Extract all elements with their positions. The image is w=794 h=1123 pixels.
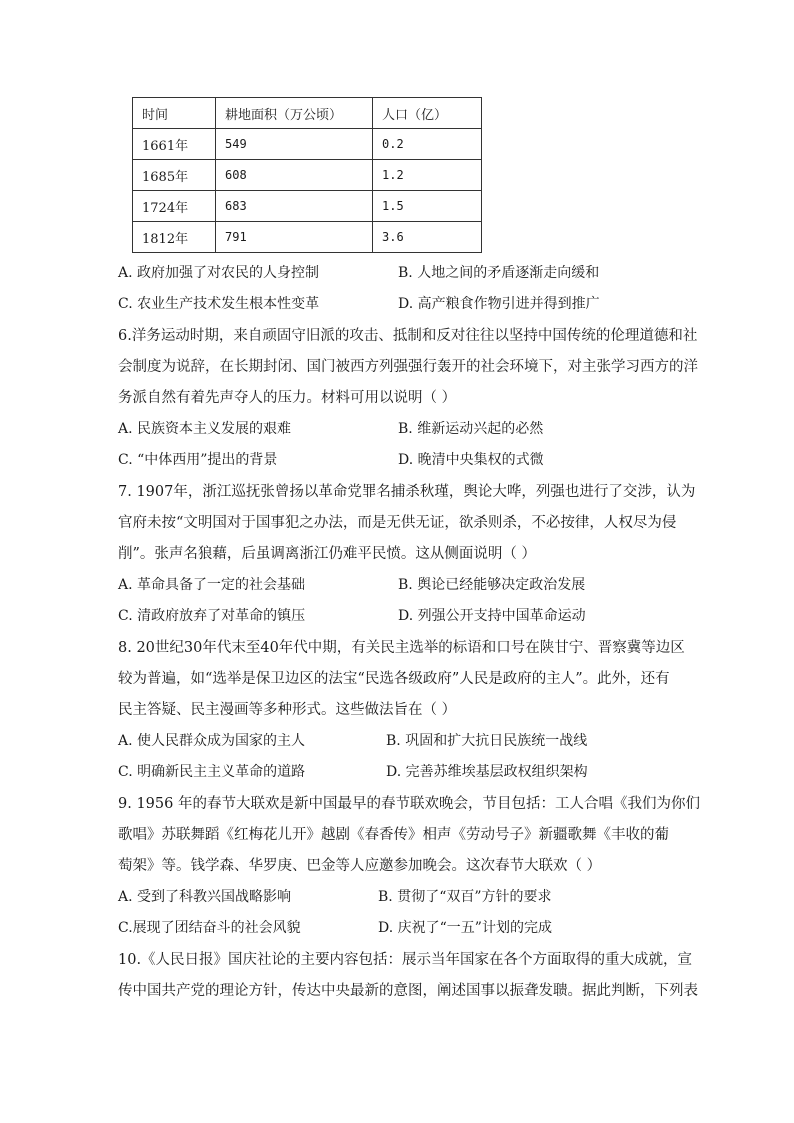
table-header-row <box>133 98 482 129</box>
q6-option-d: D. 晚清中央集权的式微 <box>398 452 544 468</box>
q10-stem-line: 传中国共产党的理论方针，传达中央最新的意图，阐述国事以振聋发聩。据此判断，下列表 <box>118 983 698 999</box>
q7-option-d: D. 列强公开支持中国革命运动 <box>398 608 586 624</box>
q7-option-b: B. 舆论已经能够决定政治发展 <box>398 577 586 593</box>
q6-option-c: C. “中体西用”提出的背景 <box>118 452 278 468</box>
header-cell-farmland: 耕地面积（万公顷） <box>216 98 373 129</box>
table-cell: 3.6 <box>373 222 482 253</box>
q8-stem-line: 民主答疑、民主漫画等多种形式。这些做法旨在（ ） <box>118 702 457 718</box>
table-cell: 683 <box>216 191 373 222</box>
q9-option-d: D. 庆祝了“一五”计划的完成 <box>378 920 552 936</box>
table-cell: 1.5 <box>373 191 482 222</box>
q6-option-a: A. 民族资本主义发展的艰难 <box>118 421 292 437</box>
q5-option-c: C. 农业生产技术发生根本性变革 <box>118 296 320 312</box>
q8-option-b: B. 巩固和扩大抗日民族统一战线 <box>386 733 588 749</box>
table-row <box>133 129 482 160</box>
q7-stem-line: 官府未按“文明国对于国事犯之办法，而是无供无证，欲杀则杀，不必按律，人权尽为侵 <box>118 515 677 531</box>
q9-stem-line: 歌唱》苏联舞蹈《红梅花儿开》越剧《春香传》相声《劳动号子》新疆歌舞《丰收的葡 <box>118 827 669 843</box>
table-cell: 791 <box>216 222 373 253</box>
q9-option-c: C.展现了团结奋斗的社会风貌 <box>118 920 301 936</box>
q7-option-c: C. 清政府放弃了对革命的镇压 <box>118 608 306 624</box>
q6-stem-line: 务派自然有着先声夺人的压力。材料可用以说明（ ） <box>118 390 457 406</box>
q5-option-d: D. 高产粮食作物引进并得到推广 <box>398 296 600 312</box>
table-cell: 1661年 <box>133 129 216 160</box>
q5-option-b: B. 人地之间的矛盾逐渐走向缓和 <box>398 265 600 281</box>
table-cell: 1724年 <box>133 191 216 222</box>
table-cell: 0.2 <box>373 129 482 160</box>
q9-option-b: B. 贯彻了“双百”方针的要求 <box>378 889 552 905</box>
table-cell: 1812年 <box>133 222 216 253</box>
data-table <box>132 97 482 253</box>
q8-option-a: A. 使人民群众成为国家的主人 <box>118 733 306 749</box>
table-cell: 1685年 <box>133 160 216 191</box>
q8-option-c: C. 明确新民主主义革命的道路 <box>118 764 306 780</box>
q6-option-b: B. 维新运动兴起的必然 <box>398 421 544 437</box>
header-cell-population: 人口（亿） <box>373 98 482 129</box>
q6-stem-line: 6.洋务运动时期，来自顽固守旧派的攻击、抵制和反对往往以坚持中国传统的伦理道德和社 <box>118 328 698 344</box>
header-cell-time: 时间 <box>133 98 216 129</box>
q9-stem-line: 9. 1956 年的春节大联欢是新中国最早的春节联欢晚会，节目包括：工人合唱《我们为你们 <box>118 796 700 812</box>
q7-option-a: A. 革命具备了一定的社会基础 <box>118 577 306 593</box>
table-row <box>133 222 482 253</box>
table-row <box>133 191 482 222</box>
q8-stem-line: 较为普遍，如“选举是保卫边区的法宝“民选各级政府”人民是政府的主人”。此外，还有 <box>118 671 670 687</box>
q10-stem-line: 10.《人民日报》国庆社论的主要内容包括：展示当年国家在各个方面取得的重大成就，宣 <box>118 952 693 968</box>
q6-stem-line: 会制度为说辞，在长期封闭、国门被西方列强强行轰开的社会环境下，对主张学习西方的洋 <box>118 359 698 375</box>
q7-stem-line: 削”。张声名狼藉，后虽调离浙江仍难平民愤。这从侧面说明（ ） <box>118 546 537 562</box>
table-cell: 1.2 <box>373 160 482 191</box>
q5-option-a: A. 政府加强了对农民的人身控制 <box>118 265 320 281</box>
table-row <box>133 160 482 191</box>
q8-stem-line: 8. 20世纪30年代末至40年代中期，有关民主选举的标语和口号在陕甘宁、晋察冀等边区 <box>118 640 685 656</box>
q9-stem-line: 萄架》等。钱学森、华罗庚、巴金等人应邀参加晚会。这次春节大联欢（ ） <box>118 858 602 874</box>
q8-option-d: D. 完善苏维埃基层政权组织架构 <box>386 764 588 780</box>
table-cell: 608 <box>216 160 373 191</box>
q9-option-a: A. 受到了科教兴国战略影响 <box>118 889 292 905</box>
table-cell: 549 <box>216 129 373 160</box>
q7-stem-line: 7. 1907年，浙江巡抚张曾扬以革命党罪名捕杀秋瑾，舆论大哗，列强也进行了交涉，认为 <box>118 484 696 500</box>
